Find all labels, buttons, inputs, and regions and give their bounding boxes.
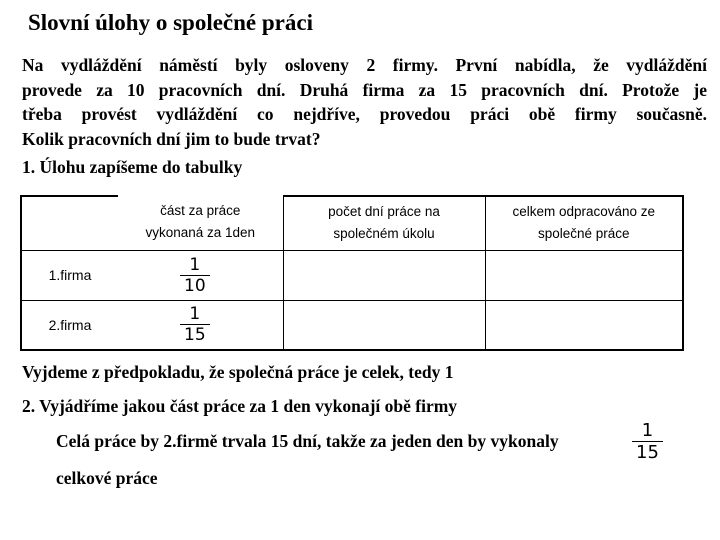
explanation-text: Celá práce by 2.firmě trvala 15 dní, takže za jeden den by vykonaly — [56, 431, 559, 451]
explanation-fraction-wrap — [632, 420, 663, 463]
total-cell-firm-1 — [485, 250, 683, 300]
header-part-per-day — [118, 196, 283, 250]
step-1-heading: 1. Úlohu zapíšeme do tabulky — [22, 157, 243, 177]
days-cell-firm-1 — [283, 250, 485, 300]
row-label-firm-2: 2.firma — [21, 300, 118, 350]
fraction-cell-firm-1 — [118, 250, 283, 300]
fraction-denominator: 15 — [632, 441, 663, 463]
header-total-worked — [485, 196, 683, 250]
header-total-worked-line2: společné práce — [537, 226, 630, 241]
fraction-firm-2 — [180, 304, 210, 345]
days-cell-firm-2 — [283, 300, 485, 350]
fraction-firm-1 — [180, 255, 210, 296]
header-days-joint-line2: společném úkolu — [333, 226, 435, 241]
row-label-firm-1: 1.firma — [21, 250, 118, 300]
header-part-per-day-line1: část za práce — [160, 203, 241, 218]
fraction-numerator: 1 — [189, 304, 201, 325]
problem-statement — [22, 53, 707, 151]
page-title: Slovní úlohy o společné práci — [28, 10, 313, 35]
fraction-cell-firm-2 — [118, 300, 283, 350]
header-part-per-day-line2: vykonaná za 1den — [145, 225, 256, 240]
fraction-numerator: 1 — [641, 420, 654, 441]
fraction-numerator: 1 — [189, 254, 201, 275]
table-row — [21, 250, 683, 300]
problem-line: provede za 10 pracovních dní. Druhá firma za 15 pracovních dní. Protože je — [22, 79, 707, 100]
fraction-denominator: 10 — [180, 275, 210, 296]
total-cell-firm-2 — [485, 300, 683, 350]
problem-line: Kolik pracovních dní jim to bude trvat? — [22, 128, 321, 149]
explanation-fraction — [632, 420, 663, 463]
header-days-joint — [283, 196, 485, 250]
table-row — [21, 300, 683, 350]
table-header-row — [21, 196, 683, 250]
problem-line: Na vydláždění náměstí byly osloveny 2 firmy. První nabídla, že vydláždění — [22, 55, 707, 75]
step-2-heading: 2. Vyjádříme jakou část práce za 1 den vykonají obě firmy — [22, 396, 458, 416]
explanation-continuation: celkové práce — [56, 468, 158, 488]
header-total-worked-line1: celkem odpracováno ze — [512, 204, 656, 219]
header-days-joint-line1: počet dní práce na — [328, 204, 440, 219]
problem-line: třeba provést vydláždění co nejdříve, provedou práci obě firmy současně. — [22, 104, 707, 124]
fraction-denominator: 15 — [180, 324, 210, 345]
assumption-text: Vyjdeme z předpokladu, že společná práce je celek, tedy 1 — [22, 362, 454, 382]
table-corner-cell — [21, 196, 118, 250]
work-table — [20, 195, 684, 351]
